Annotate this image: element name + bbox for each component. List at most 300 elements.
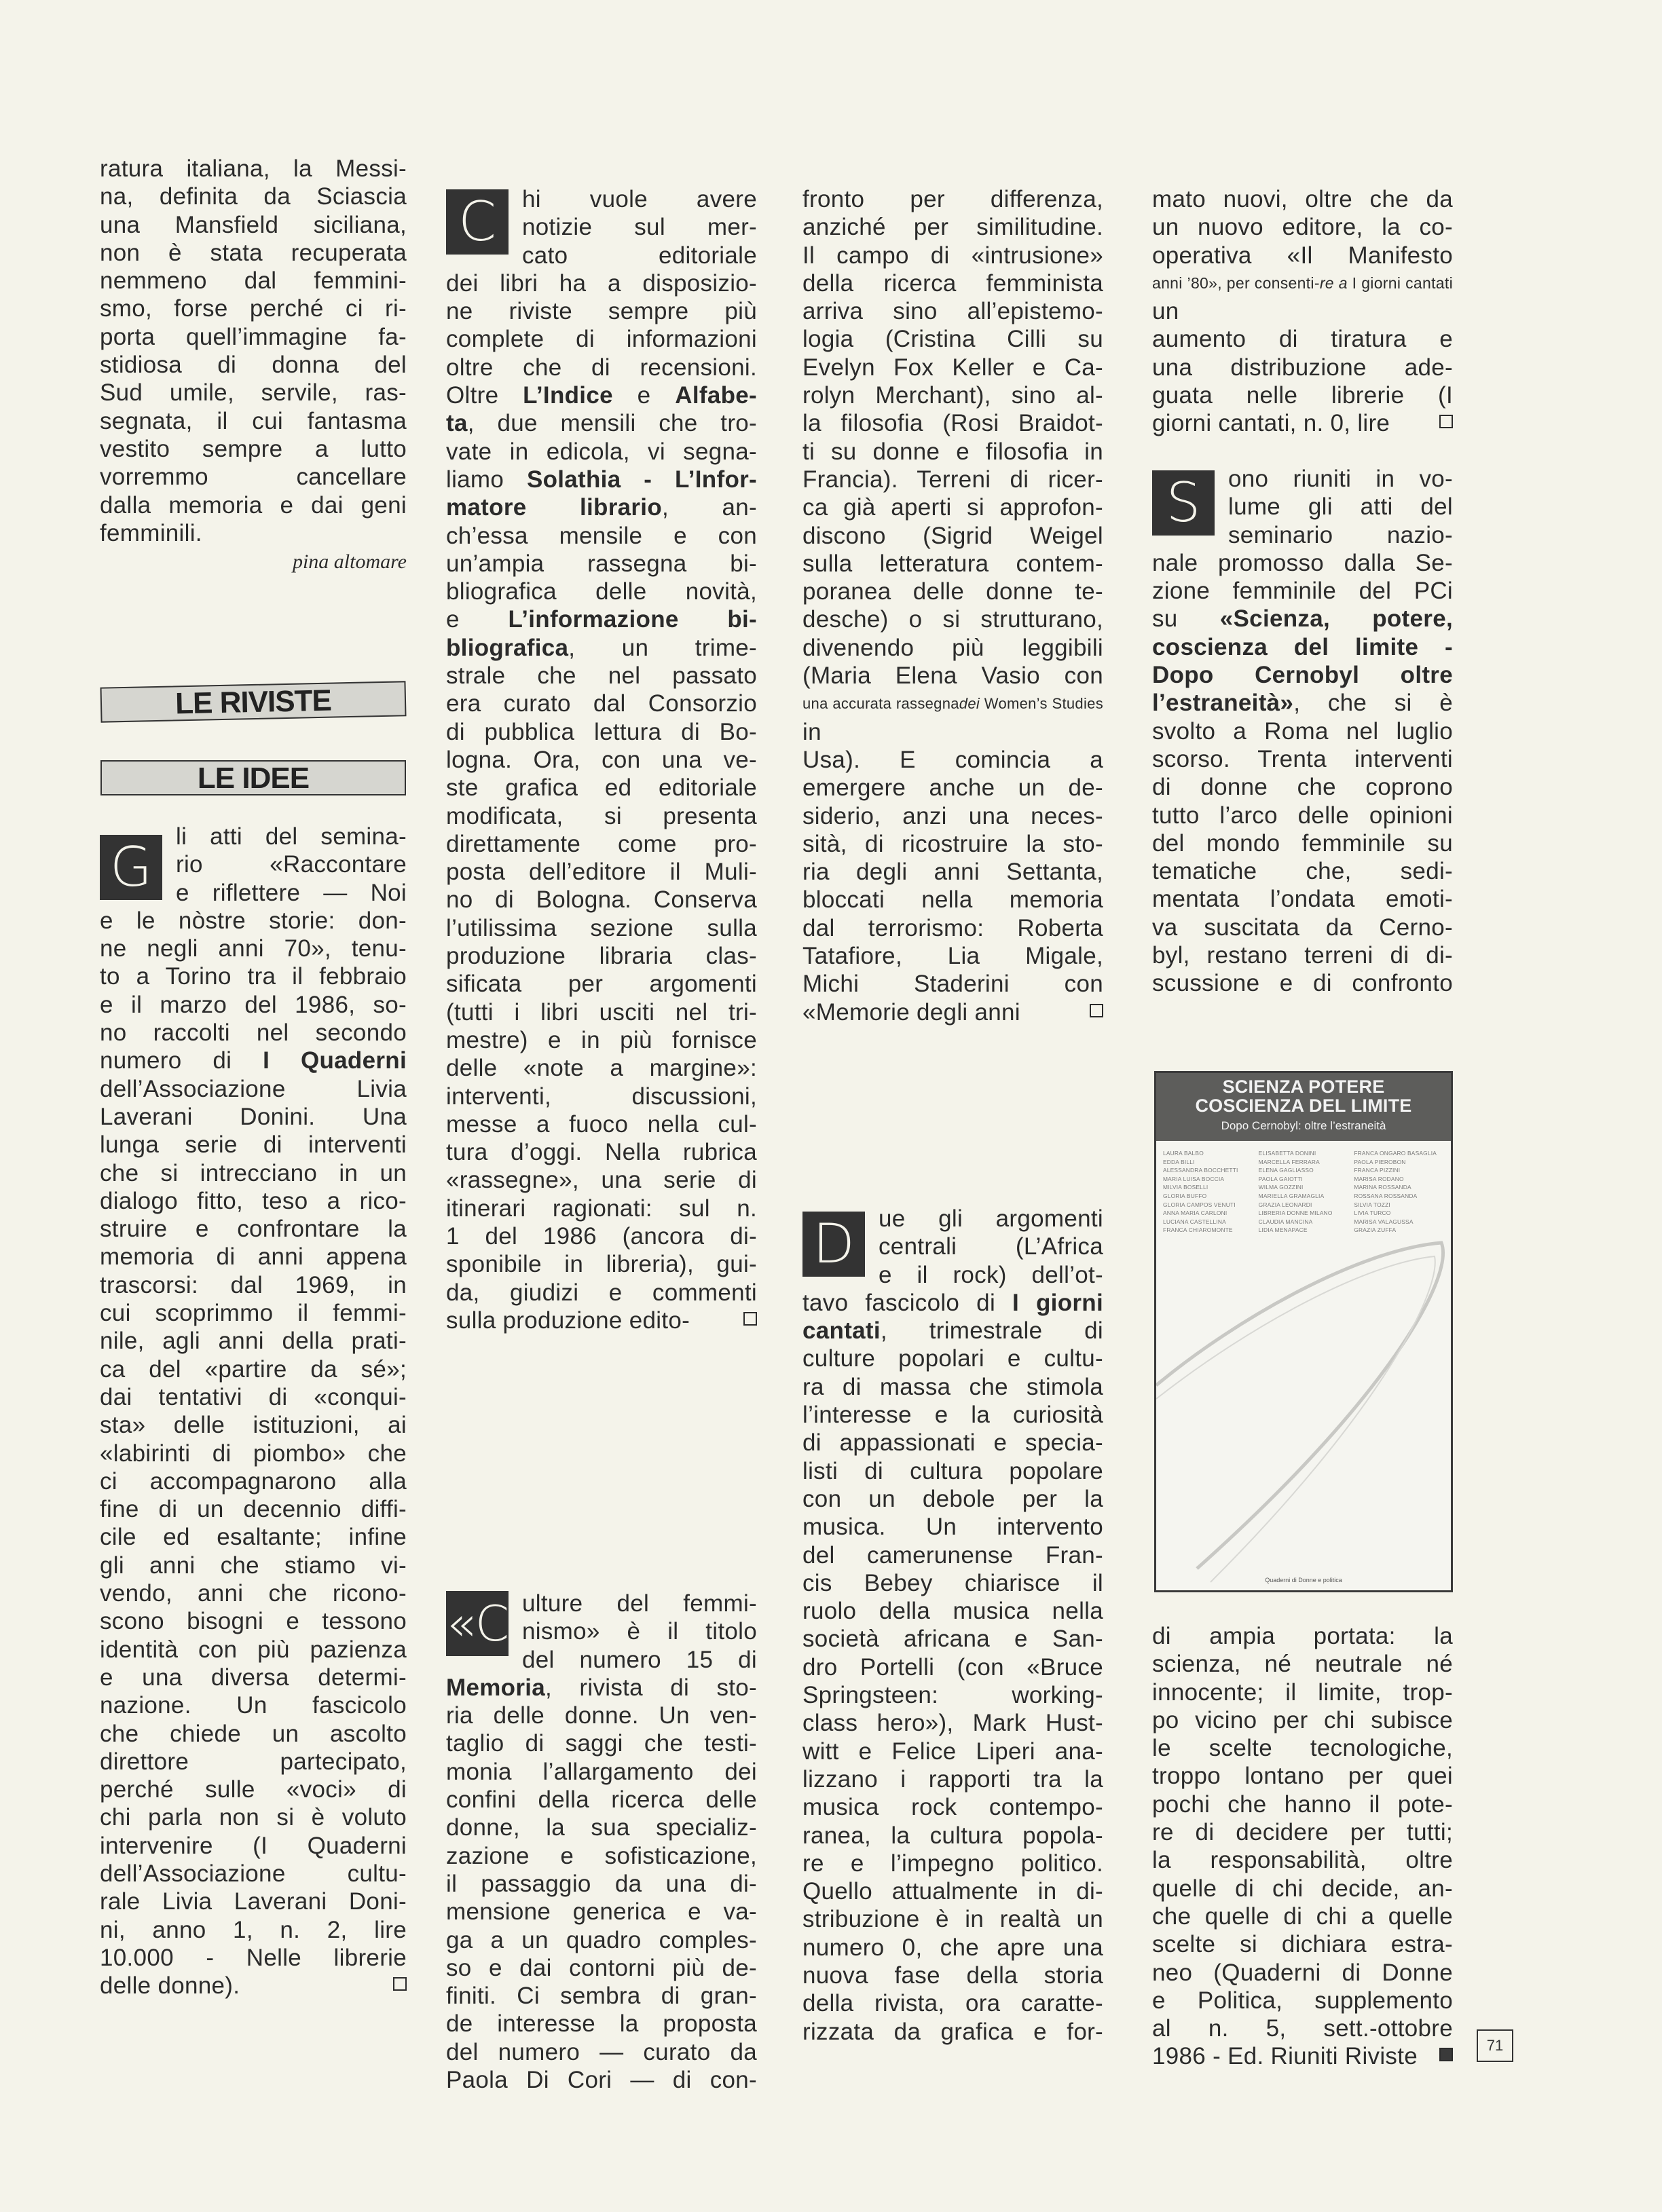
magazine-title: Memoria (446, 1674, 546, 1701)
text-line: del camerunense Fran- (802, 1541, 1103, 1569)
text-line: rolyn Merchant), sino al- (802, 382, 1103, 409)
end-of-article-mark (1090, 1004, 1103, 1017)
text-line: byl, restano terreni di di- (1152, 942, 1453, 969)
text-line: l’estraneità», che si è (1152, 690, 1453, 717)
text-line: ch’essa mensile e con (446, 522, 757, 549)
magazine-title: bliografica (446, 634, 569, 661)
text-line: segnata, il cui fantasma (100, 407, 407, 434)
text-line: l’utilissima sezione sulla (446, 914, 757, 941)
text-line: to a Torino tra il febbraio (100, 963, 407, 990)
text-line: dalla memoria e dai geni (100, 491, 407, 519)
text-line: sificata per argomenti (446, 971, 757, 998)
text-line: anni ’80», per consenti-re a I giorni cantati (1152, 274, 1453, 292)
text-line: matore librario, an- (446, 494, 757, 521)
text-line: tavo fascicolo di I giorni (802, 1289, 1104, 1316)
text-line: e L’informazione bi- (446, 606, 757, 633)
author-name: WILMA GOZZINI (1258, 1184, 1304, 1191)
text-line: ne negli anni 70», tenu- (100, 935, 407, 962)
text-line: 1 del 1986 (ancora di- (446, 1222, 757, 1250)
text-line: rizzata da grafica e for- (802, 2018, 1103, 2045)
text-line: anziché per similitudine. (802, 214, 1103, 241)
section-header-le-riviste: LE RIVISTE (100, 681, 407, 722)
text-line: itinerari ragionati: sul n. (446, 1195, 757, 1222)
text-line: di pubblica lettura di Bo- (446, 718, 757, 745)
text-line: gli anni che stiamo vi- (100, 1552, 407, 1579)
dropcap-g: G (100, 835, 162, 900)
author-name: MILVIA BOSELLI (1163, 1184, 1208, 1191)
text-line: strale che nel passato (446, 662, 757, 690)
column-4-top (1152, 185, 1453, 438)
text-line: nile, agli anni della prati- (100, 1328, 407, 1355)
cover-title-line-2: COSCIENZA DEL LIMITE (1195, 1095, 1412, 1116)
text-line: fine di un decennio diffi- (100, 1496, 407, 1523)
text-line: nuova fase della storia (802, 1962, 1103, 1989)
text-line: non è stata recuperata (100, 239, 407, 266)
text-line: memoria di anni appena (100, 1243, 407, 1271)
author-name: ROSSANA ROSSANDA (1354, 1192, 1418, 1199)
text-line: neo (Quaderni di Donne (1152, 1959, 1453, 1986)
author-name: FRANCA CHIAROMONTE (1163, 1226, 1233, 1234)
text-line: porta quell’immagine fa- (100, 323, 407, 350)
text-line: Francia). Terreni di ricer- (802, 466, 1103, 493)
author-name: LUCIANA CASTELLINA (1163, 1218, 1226, 1225)
text-line: mestre) e in più fornisce (446, 1026, 757, 1053)
last-line-wrap (446, 1307, 757, 1334)
text-line: vorremmo cancellare (100, 464, 407, 491)
text-line: dal terrorismo: Roberta (802, 914, 1103, 941)
text-line: listi di cultura popolare (802, 1457, 1103, 1484)
text-line: una distribuzione ade- (1152, 354, 1453, 381)
text-line: ria delle donne. Un ven- (446, 1702, 757, 1729)
text-line: scono bisogni e tessono (100, 1608, 407, 1635)
text-line: produzione libraria clas- (446, 943, 757, 970)
text-line: da, giudizi e commenti (446, 1279, 757, 1306)
text-line: siderio, anzi una neces- (802, 802, 1103, 829)
text-line: culture popolari e cultu- (802, 1345, 1103, 1372)
text-line: lizzano i rapporti tra la (802, 1765, 1103, 1793)
text-line: ria degli anni Settanta, (802, 859, 1103, 886)
text-line: ci accompagnarono alla (100, 1467, 407, 1495)
text-line: e il marzo del 1986, so- (100, 991, 407, 1018)
author-column (1354, 1149, 1445, 1235)
text-line: «rassegne», una serie di (446, 1167, 757, 1194)
author-name: GRAZIA LEONARDI (1258, 1201, 1312, 1208)
author-name: CLAUDIA MANCINA (1258, 1218, 1313, 1225)
text-line: lunga serie di interventi (100, 1131, 407, 1159)
text-line: del numero — curato da (446, 2038, 757, 2065)
text-line: ra di massa che stimola (802, 1373, 1103, 1400)
author-name: MARCELLA FERRARA (1258, 1158, 1320, 1165)
column-4-bottom (1152, 1622, 1453, 2071)
text-line: al n. 5, sett.-ottobre (1152, 2015, 1453, 2042)
text-line: identità con più pazienza (100, 1636, 407, 1663)
dropcap-c-quote: «C (446, 1591, 509, 1656)
text-line: re di decidere per tutti; (1152, 1819, 1453, 1846)
text-line: (Maria Elena Vasio con (802, 662, 1103, 690)
text-line: dialogo fitto, teso a rico- (100, 1187, 407, 1214)
author-name: GLORIA BUFFO (1163, 1192, 1207, 1199)
text-line: di ampia portata: la (1152, 1623, 1453, 1649)
text-line: poranea delle donne te- (802, 578, 1103, 605)
text-line: ti su donne e filosofia in (802, 438, 1103, 465)
author-name: MARIA LUISA BOCCIA (1163, 1175, 1225, 1182)
text-line: Paola Di Cori — di con- (446, 2067, 757, 2094)
text-line: Oltre L’Indice e Alfabe- (446, 382, 757, 409)
text-line: svolto a Roma nel luglio (1152, 717, 1453, 745)
text-line: scelte si dichiara estra- (1152, 1931, 1453, 1958)
text-line: struire e confrontare la (100, 1216, 407, 1243)
text-line: divenendo più leggibili (802, 634, 1103, 661)
last-line-wrap (1152, 409, 1453, 437)
text-line: so e dai contorni più de- (446, 1954, 757, 1981)
text-line: 1986 - Ed. Riuniti Riviste (1152, 2043, 1418, 2070)
magazine-title: Solathia - L’Infor- (526, 466, 757, 493)
text-line: la filosofia (Rosi Braidot- (802, 410, 1103, 437)
text-line: ratura italiana, la Messi- (100, 155, 407, 182)
text-line: sità, di ricostruire la sto- (802, 830, 1103, 857)
article-mercato-editoriale (446, 185, 757, 1334)
text-line: un’ampia rassegna bi- (446, 550, 757, 577)
article-scienza-potere (1152, 465, 1453, 998)
text-line: una Mansfield siciliana, (100, 211, 407, 238)
text-line: e Politica, supplemento (1152, 1987, 1453, 2014)
text-line: direttore partecipato, (100, 1748, 407, 1775)
text-line: Quello attualmente in di- (802, 1878, 1103, 1905)
page-number: 71 (1477, 2029, 1513, 2062)
text-line: zazione e sofisticazione, (446, 1842, 757, 1869)
text-line (1152, 661, 1453, 689)
text-line: bliografica, un trime- (446, 634, 757, 661)
book-cover-image (1154, 1071, 1453, 1592)
seminar-title: Dopo Cernobyl oltre (1152, 662, 1453, 689)
text-line: nale promosso dalla Se- (1152, 549, 1453, 576)
magazine-title: Alfabe- (675, 382, 757, 409)
text-line: «Memorie degli anni (802, 998, 1020, 1026)
text-line: stribuzione è in realtà un (802, 1906, 1103, 1933)
text-line: nemmeno dal femmini- (100, 267, 407, 295)
text-line: re e l’impegno politico. (802, 1850, 1103, 1877)
text-line: un (1152, 298, 1179, 325)
text-line: dro Portelli (con «Bruce (802, 1653, 1103, 1681)
text-line: tematiche che, sedi- (1152, 858, 1453, 885)
text-line: e le nòstre storie: don- (100, 907, 407, 934)
author-name: MARISA RODANO (1354, 1175, 1404, 1182)
text-line: discono (Sigrid Weigel (802, 522, 1103, 549)
text-line: di donne che coprono (1152, 774, 1453, 801)
text-line: fronto per differenza, (802, 186, 1103, 212)
text-line: in (802, 718, 821, 745)
text-line: sulla letteratura contem- (802, 550, 1103, 577)
text-line: innocente; il limite, trop- (1152, 1679, 1453, 1706)
text-line: e una diversa determi- (100, 1664, 407, 1691)
section-header-le-idee: LE IDEE (100, 760, 406, 795)
last-line-wrap (802, 998, 1103, 1026)
magazine-title: cantati (802, 1317, 881, 1345)
text-line: zione femminile del PCi (1152, 578, 1453, 605)
text-line: complete di informazioni (446, 326, 757, 353)
cover-publisher: Quaderni di Donne e politica (1265, 1577, 1342, 1583)
text-line: «labirinti di piombo» che (100, 1440, 407, 1467)
text-line: che si intrecciano in un (100, 1159, 407, 1186)
text-line: delle «note a margine»: (446, 1055, 757, 1082)
magazine-title: ta (446, 410, 468, 437)
text-line: le scelte tecnologiche, (1152, 1735, 1453, 1762)
magazine-title: L’informazione bi- (508, 606, 757, 633)
text-line: liamo Solathia - L’Infor- (446, 466, 757, 493)
article-culture-femminismo (446, 1590, 757, 2094)
author-name: FRANCA ONGARO BASAGLIA (1354, 1150, 1437, 1157)
author-name: FRANCA PIZZINI (1354, 1167, 1401, 1174)
seminar-title: coscienza del limite - (1152, 633, 1453, 660)
text-line: donne, la sua specializ- (446, 1814, 757, 1841)
text-line (1152, 633, 1453, 661)
text-line: dai tentativi di «conqui- (100, 1383, 407, 1410)
text-line: mentata l’ondata emoti- (1152, 886, 1453, 913)
cover-title-band (1156, 1073, 1451, 1141)
text-line: confini della ricerca delle (446, 1786, 757, 1814)
text-line: nazione. Un fascicolo (100, 1692, 407, 1719)
text-line: mensione generica e va- (446, 1898, 757, 1926)
text-line: va suscitata da Cerno- (1152, 914, 1453, 941)
text-line: della ricerca femminista (802, 269, 1103, 297)
text-line: bloccati nella memoria (802, 886, 1103, 914)
text-line: sulla produzione edito- (446, 1307, 690, 1334)
text-line: che chiede un ascolto (100, 1720, 407, 1747)
author-name: EDDA BILLI (1163, 1158, 1195, 1165)
dropcap-s: S (1152, 470, 1215, 536)
text-line: vate in edicola, vi segna- (446, 438, 757, 465)
text-line: numero 0, che apre una (802, 1934, 1103, 1961)
text-line: femminili. (100, 519, 202, 546)
text-line: logia (Cristina Cilli su (802, 326, 1103, 353)
author-name: MARINA ROSSANDA (1354, 1184, 1411, 1191)
seminar-title: l’estraneità» (1152, 690, 1294, 717)
text-line: Il campo di «intrusione» (802, 242, 1103, 269)
text-line: che quelle di chi a quelle (1152, 1902, 1453, 1930)
dropcap-d: D (802, 1212, 865, 1277)
text-line: operativa «Il Manifesto (1152, 242, 1453, 269)
text-line: Evelyn Fox Keller e Ca- (802, 354, 1103, 381)
text-line: ca già aperti si approfon- (802, 494, 1103, 521)
text-line: interventi, discussioni, (446, 1083, 757, 1110)
text-line: rio «Raccontare (176, 851, 407, 878)
author-signature: pina altomare (292, 550, 407, 574)
italic-title: re a (1319, 274, 1352, 292)
last-line-wrap (1152, 2042, 1453, 2070)
text-line: witt e Felice Liperi ana- (802, 1738, 1103, 1765)
text-line: ne riviste sempre più (446, 298, 757, 325)
text-line: di appassionati e specia- (802, 1429, 1103, 1457)
text-line: musica. Un intervento (802, 1514, 1103, 1541)
end-of-section-mark (1439, 2048, 1453, 2061)
text-line: ste grafica ed editoriale (446, 774, 757, 802)
magazine-title: I Quaderni (263, 1047, 407, 1074)
text-line: direttamente come pro- (446, 830, 757, 857)
text-line: no di Bologna. Conserva (446, 886, 757, 914)
text-line: tura d’oggi. Nella rubrica (446, 1139, 757, 1166)
text-line: quelle di chi decide, an- (1152, 1875, 1453, 1902)
author-name: LAURA BALBO (1163, 1150, 1204, 1157)
author-name: PAOLA PIEROBON (1354, 1158, 1406, 1165)
text-line: ta, due mensili che tro- (446, 410, 757, 437)
text-line: era curato dal Consorzio (446, 690, 757, 717)
author-name: ELENA GAGLIASSO (1258, 1167, 1314, 1174)
magazine-title: matore librario (446, 494, 663, 521)
text-line: vendo, anni che ricono- (100, 1580, 407, 1607)
text-line: e riflettere — Noi (176, 879, 407, 906)
text-line: nismo» è il titolo (522, 1618, 757, 1645)
text-line: Michi Staderini con (802, 971, 1103, 998)
text-line: hi vuole avere (522, 186, 757, 212)
column-3-top (802, 185, 1103, 1026)
text-line: scorso. Trenta interventi (1152, 745, 1453, 772)
seminar-title: «Scienza, potere, (1219, 605, 1453, 633)
text-line: smo, forse perché ci ri- (100, 295, 407, 322)
author-name: GLORIA CAMPOS VENUTI (1163, 1201, 1236, 1208)
text-line: giorni cantati, n. 0, lire (1152, 410, 1390, 437)
end-of-article-mark (393, 1977, 407, 1991)
magazine-title: L’Indice (523, 382, 613, 409)
text-line: messe a fuoco nella cul- (446, 1110, 757, 1138)
text-line: perché sulle «voci» di (100, 1776, 407, 1803)
text-line: mato nuovi, oltre che da (1152, 186, 1453, 212)
text-line: e il rock) dell’ot- (879, 1261, 1103, 1288)
author-name: ELISABETTA DONINI (1258, 1150, 1316, 1157)
author-column (1163, 1149, 1255, 1235)
cover-subtitle: Dopo Cernobyl: oltre l’estraneità (1221, 1119, 1386, 1132)
text-line: Usa). E comincia a (802, 746, 1103, 773)
text-line: po vicino per chi subisce (1152, 1706, 1453, 1733)
text-line: ruolo della musica nella (802, 1598, 1103, 1625)
text-line: numero di I Quaderni (100, 1047, 407, 1074)
text-line: tutto l’arco delle opinioni (1152, 802, 1453, 829)
text-line: aumento di tiratura e (1152, 326, 1453, 353)
italic-title: dei (959, 695, 984, 713)
text-line: l’interesse e la curiosità (802, 1402, 1103, 1429)
text-line: sta» delle istituzioni, ai (100, 1412, 407, 1439)
text-line: class hero»), Mark Hust- (802, 1710, 1103, 1737)
text-line: Sud umile, servile, ras- (100, 379, 407, 407)
text-line: cato editoriale (522, 242, 757, 269)
text-line: vestito sempre a lutto (100, 435, 407, 462)
author-name: MARISA VALAGUSSA (1354, 1218, 1414, 1225)
text-line: modificata, si presenta (446, 802, 757, 829)
text-line: posta dell’editore il Muli- (446, 859, 757, 886)
text-line: arriva sino all’epistemo- (802, 298, 1103, 325)
text-line: chi parla non si è voluto (100, 1804, 407, 1831)
text-line: ni, anno 1, n. 2, lire (100, 1916, 407, 1943)
cover-title-line-1: SCIENZA POTERE (1222, 1076, 1385, 1097)
text-line: un nuovo editore, la co- (1152, 214, 1453, 241)
text-line: sponibile in libreria), gui- (446, 1251, 757, 1278)
text-line: del numero 15 di (522, 1646, 757, 1673)
author-name: MARIELLA GRAMAGLIA (1258, 1192, 1325, 1199)
text-line: dell’Associazione cultu- (100, 1860, 407, 1887)
magazine-title: I giorni (1012, 1289, 1104, 1316)
text-line: Memoria, rivista di sto- (446, 1674, 757, 1701)
text-line: dell’Associazione Livia (100, 1075, 407, 1102)
cover-author-list (1156, 1141, 1451, 1235)
text-line: 10.000 - Nelle librerie (100, 1944, 407, 1971)
text-line: ca del «partire da sé»; (100, 1355, 407, 1383)
author-name: LIVIA TURCO (1354, 1210, 1391, 1217)
text-line: taglio di saggi che testi- (446, 1730, 757, 1757)
text-line: oltre che di recensioni. (446, 354, 757, 381)
text-line: rale Livia Laverani Doni- (100, 1888, 407, 1915)
end-of-article-mark (1439, 415, 1453, 428)
text-line: la responsabilità, oltre (1152, 1847, 1453, 1874)
text-line: ulture del femmi- (522, 1590, 757, 1617)
text-line: li atti del semina- (176, 823, 407, 850)
text-line: con un debole per la (802, 1485, 1103, 1512)
last-line-wrap (100, 1972, 407, 2000)
text-line: centrali (L’Africa (879, 1233, 1103, 1260)
text-line: cantati, trimestrale di (802, 1317, 1103, 1345)
text-line: Tatafiore, Lia Migale, (802, 943, 1103, 970)
text-line: na, definita da Sciascia (100, 183, 407, 210)
text-line: ranea, la cultura popola- (802, 1822, 1103, 1849)
text-line: delle donne). (100, 1972, 240, 2000)
text-line: su «Scienza, potere, (1152, 605, 1453, 633)
author-name: PAOLA GAIOTTI (1258, 1175, 1303, 1182)
text-line: intervenire (I Quaderni (100, 1832, 407, 1859)
text-line: finiti. Ci sembra di gran- (446, 1983, 757, 2010)
dropcap-c: C (446, 189, 509, 255)
text-line: ga a un quadro comples- (446, 1926, 757, 1953)
text-line: de interesse la proposta (446, 2010, 757, 2038)
author-column (1259, 1149, 1350, 1235)
text-line: Springsteen: working- (802, 1682, 1103, 1709)
text-line: desche) o si strutturano, (802, 606, 1103, 633)
author-name: SILVIA TOZZI (1354, 1201, 1390, 1208)
text-line: dei libri ha a disposizio- (446, 269, 757, 297)
article-i-giorni-cantati (802, 1205, 1103, 2046)
article-le-idee (100, 823, 407, 2000)
text-line: cui scoprimmo il femmi- (100, 1300, 407, 1327)
text-line: notizie sul mer- (522, 214, 757, 241)
text-line: guata nelle librerie (I (1152, 382, 1453, 409)
text-line: scussione e di confronto (1152, 970, 1453, 997)
text-line: cile ed esaltante; infine (100, 1524, 407, 1551)
text-line: musica rock contempo- (802, 1794, 1103, 1821)
text-line: Laverani Donini. Una (100, 1103, 407, 1130)
text-line: cis Bebey chiarisce il (802, 1569, 1103, 1596)
text-line: stidiosa di donna del (100, 352, 407, 379)
text-line: società africana e San- (802, 1626, 1103, 1653)
text-line: una accurata rassegnadei Women’s Studies (802, 695, 1103, 713)
author-name: LIBRERIA DONNE MILANO (1258, 1210, 1333, 1217)
text-line: bliografica delle novità, (446, 578, 757, 605)
text-line: troppo lontano per quei (1152, 1763, 1453, 1790)
author-name: LIDIA MENAPACE (1258, 1226, 1308, 1234)
text-line: emergere anche un de- (802, 774, 1103, 802)
text-line: scienza, né neutrale né (1152, 1651, 1453, 1678)
author-name: ANNA MARIA CARLONI (1163, 1210, 1227, 1217)
text-line: trascorsi: dal 1969, in (100, 1271, 407, 1298)
column-1-top (100, 155, 407, 577)
text-line: della rivista, ora caratte- (802, 1990, 1103, 2017)
text-line: logna. Ora, con una ve- (446, 746, 757, 773)
text-line: no raccolti nel secondo (100, 1019, 407, 1047)
text-line: del mondo femminile su (1152, 829, 1453, 857)
text-line: lume gli atti del (1228, 493, 1453, 521)
text-line: monia l’allargamento dei (446, 1758, 757, 1785)
text-line: seminario nazio- (1228, 521, 1453, 548)
text-line: pochi che hanno il pote- (1152, 1791, 1453, 1818)
text-line: ue gli argomenti (879, 1205, 1103, 1232)
text-line: il passaggio da una di- (446, 1870, 757, 1897)
author-name: GRAZIA ZUFFA (1354, 1226, 1397, 1234)
